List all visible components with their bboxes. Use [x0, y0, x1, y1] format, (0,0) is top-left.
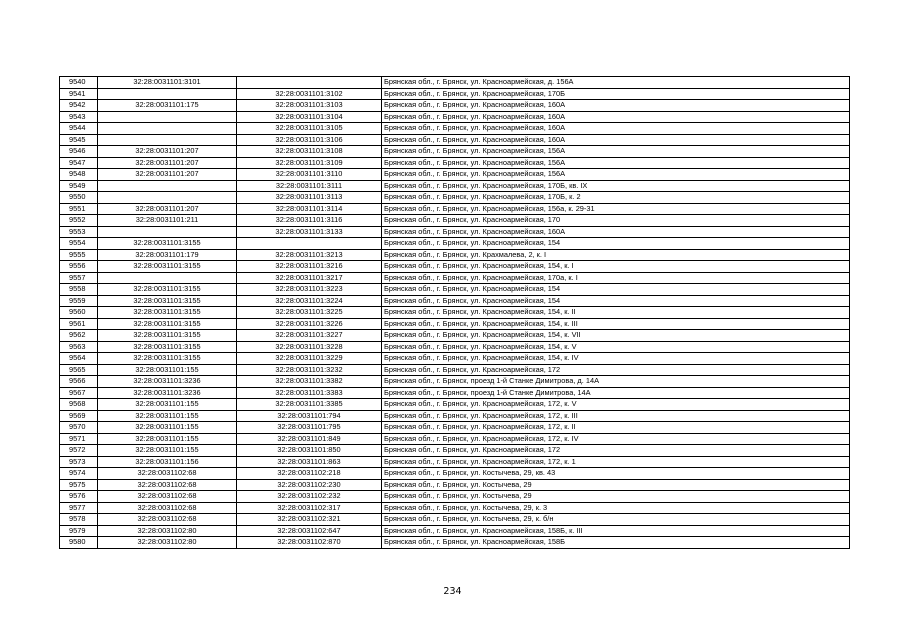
table-row — [60, 192, 850, 204]
parcel-number-cell: 32:28:0031101:207 — [98, 169, 237, 181]
address-cell: Брянская обл., г. Брянск, ул. Красноармейская, 160А — [382, 226, 850, 238]
row-number-cell: 9571 — [60, 433, 98, 445]
table-row — [60, 261, 850, 273]
address-cell: Брянская обл., г. Брянск, ул. Костычева, 29, к. 3 — [382, 502, 850, 514]
object-number-cell: 32:28:0031101:850 — [237, 445, 382, 457]
parcel-number-cell — [98, 88, 237, 100]
parcel-number-cell: 32:28:0031102:68 — [98, 468, 237, 480]
table-row — [60, 399, 850, 411]
table-row — [60, 307, 850, 319]
parcel-number-cell — [98, 226, 237, 238]
row-number-cell: 9580 — [60, 537, 98, 549]
row-number-cell: 9543 — [60, 111, 98, 123]
parcel-number-cell: 32:28:0031101:155 — [98, 433, 237, 445]
table-row — [60, 272, 850, 284]
address-cell: Брянская обл., г. Брянск, ул. Красноармейская, 170а, к. I — [382, 272, 850, 284]
address-cell: Брянская обл., г. Брянск, ул. Костычева, 29 — [382, 479, 850, 491]
table-row — [60, 77, 850, 89]
parcel-number-cell: 32:28:0031101:3155 — [98, 295, 237, 307]
row-number-cell: 9555 — [60, 249, 98, 261]
table-row — [60, 422, 850, 434]
parcel-number-cell: 32:28:0031101:155 — [98, 399, 237, 411]
address-cell: Брянская обл., г. Брянск, ул. Красноармейская, 160А — [382, 123, 850, 135]
object-number-cell: 32:28:0031101:3110 — [237, 169, 382, 181]
parcel-number-cell: 32:28:0031101:3155 — [98, 261, 237, 273]
table-row — [60, 284, 850, 296]
object-number-cell: 32:28:0031101:863 — [237, 456, 382, 468]
row-number-cell: 9568 — [60, 399, 98, 411]
row-number-cell: 9578 — [60, 514, 98, 526]
address-cell: Брянская обл., г. Брянск, ул. Красноармейская, 170Б — [382, 88, 850, 100]
address-cell: Брянская обл., г. Брянск, ул. Красноармейская, 160А — [382, 111, 850, 123]
row-number-cell: 9572 — [60, 445, 98, 457]
parcel-number-cell: 32:28:0031101:3155 — [98, 307, 237, 319]
object-number-cell: 32:28:0031102:230 — [237, 479, 382, 491]
row-number-cell: 9540 — [60, 77, 98, 89]
address-cell: Брянская обл., г. Брянск, ул. Костычева, 29 — [382, 491, 850, 503]
address-cell: Брянская обл., г. Брянск, ул. Крахмалева, 2, к. I — [382, 249, 850, 261]
table-row — [60, 215, 850, 227]
address-cell: Брянская обл., г. Брянск, ул. Красноармейская, 154, к. III — [382, 318, 850, 330]
object-number-cell: 32:28:0031101:3114 — [237, 203, 382, 215]
table-row — [60, 514, 850, 526]
row-number-cell: 9575 — [60, 479, 98, 491]
row-number-cell: 9574 — [60, 468, 98, 480]
parcel-number-cell: 32:28:0031102:80 — [98, 537, 237, 549]
address-cell: Брянская обл., г. Брянск, ул. Красноармейская, 154, к. V — [382, 341, 850, 353]
address-cell: Брянская обл., г. Брянск, ул. Красноармейская, 158Б, к. III — [382, 525, 850, 537]
table-row — [60, 456, 850, 468]
table-row — [60, 111, 850, 123]
object-number-cell: 32:28:0031102:232 — [237, 491, 382, 503]
address-cell: Брянская обл., г. Брянск, ул. Красноармейская, 156А — [382, 146, 850, 158]
parcel-number-cell: 32:28:0031101:211 — [98, 215, 237, 227]
parcel-number-cell: 32:28:0031101:3155 — [98, 318, 237, 330]
parcel-number-cell: 32:28:0031101:175 — [98, 100, 237, 112]
parcel-number-cell: 32:28:0031101:3101 — [98, 77, 237, 89]
table-row — [60, 157, 850, 169]
row-number-cell: 9545 — [60, 134, 98, 146]
address-cell: Брянская обл., г. Брянск, ул. Красноармейская, 170 — [382, 215, 850, 227]
table-row — [60, 318, 850, 330]
table-row — [60, 445, 850, 457]
address-cell: Брянская обл., г. Брянск, ул. Красноармейская, 172, к. 1 — [382, 456, 850, 468]
table-row — [60, 468, 850, 480]
parcel-number-cell: 32:28:0031102:68 — [98, 479, 237, 491]
object-number-cell: 32:28:0031102:321 — [237, 514, 382, 526]
address-cell: Брянская обл., г. Брянск, ул. Красноармейская, д. 156А — [382, 77, 850, 89]
object-number-cell: 32:28:0031101:3116 — [237, 215, 382, 227]
object-number-cell: 32:28:0031101:849 — [237, 433, 382, 445]
table-row — [60, 88, 850, 100]
object-number-cell: 32:28:0031101:3232 — [237, 364, 382, 376]
parcel-number-cell: 32:28:0031101:207 — [98, 203, 237, 215]
row-number-cell: 9546 — [60, 146, 98, 158]
row-number-cell: 9559 — [60, 295, 98, 307]
table-row — [60, 433, 850, 445]
parcel-number-cell: 32:28:0031102:80 — [98, 525, 237, 537]
parcel-number-cell: 32:28:0031101:156 — [98, 456, 237, 468]
row-number-cell: 9562 — [60, 330, 98, 342]
parcel-number-cell: 32:28:0031101:3236 — [98, 387, 237, 399]
address-cell: Брянская обл., г. Брянск, ул. Костычева, 29, к. б/н — [382, 514, 850, 526]
object-number-cell: 32:28:0031101:3229 — [237, 353, 382, 365]
parcel-number-cell: 32:28:0031102:68 — [98, 514, 237, 526]
parcel-number-cell: 32:28:0031101:3236 — [98, 376, 237, 388]
object-number-cell: 32:28:0031101:3108 — [237, 146, 382, 158]
object-number-cell: 32:28:0031101:3223 — [237, 284, 382, 296]
address-cell: Брянская обл., г. Брянск, ул. Красноармейская, 172, к. IV — [382, 433, 850, 445]
table-row — [60, 100, 850, 112]
row-number-cell: 9547 — [60, 157, 98, 169]
parcel-number-cell: 32:28:0031101:3155 — [98, 238, 237, 250]
address-cell: Брянская обл., г. Брянск, проезд 1-й Станке Димитрова, 14А — [382, 387, 850, 399]
parcel-number-cell — [98, 123, 237, 135]
address-cell: Брянская обл., г. Брянск, ул. Красноармейская, 156А — [382, 157, 850, 169]
address-cell: Брянская обл., г. Брянск, ул. Красноармейская, 154, к. VII — [382, 330, 850, 342]
object-number-cell: 32:28:0031102:317 — [237, 502, 382, 514]
row-number-cell: 9549 — [60, 180, 98, 192]
address-cell: Брянская обл., г. Брянск, ул. Красноармейская, 154, к. II — [382, 307, 850, 319]
address-cell: Брянская обл., г. Брянск, ул. Красноармейская, 154 — [382, 284, 850, 296]
row-number-cell: 9552 — [60, 215, 98, 227]
parcel-number-cell: 32:28:0031101:3155 — [98, 284, 237, 296]
row-number-cell: 9569 — [60, 410, 98, 422]
object-number-cell: 32:28:0031101:3227 — [237, 330, 382, 342]
row-number-cell: 9564 — [60, 353, 98, 365]
row-number-cell: 9554 — [60, 238, 98, 250]
table-row — [60, 376, 850, 388]
table-row — [60, 341, 850, 353]
object-number-cell: 32:28:0031101:3225 — [237, 307, 382, 319]
address-cell: Брянская обл., г. Брянск, ул. Красноармейская, 172, к. III — [382, 410, 850, 422]
object-number-cell: 32:28:0031101:3217 — [237, 272, 382, 284]
object-number-cell: 32:28:0031101:3224 — [237, 295, 382, 307]
table-row — [60, 537, 850, 549]
address-cell: Брянская обл., г. Брянск, ул. Красноармейская, 160А — [382, 100, 850, 112]
row-number-cell: 9573 — [60, 456, 98, 468]
parcel-number-cell: 32:28:0031102:68 — [98, 502, 237, 514]
row-number-cell: 9560 — [60, 307, 98, 319]
parcel-number-cell: 32:28:0031101:3155 — [98, 330, 237, 342]
object-number-cell: 32:28:0031101:3383 — [237, 387, 382, 399]
object-number-cell: 32:28:0031101:3226 — [237, 318, 382, 330]
table-row — [60, 169, 850, 181]
table-body — [60, 77, 850, 549]
row-number-cell: 9550 — [60, 192, 98, 204]
table-row — [60, 134, 850, 146]
row-number-cell: 9548 — [60, 169, 98, 181]
address-cell: Брянская обл., г. Брянск, ул. Красноармейская, 154, к. I — [382, 261, 850, 273]
object-number-cell: 32:28:0031101:3104 — [237, 111, 382, 123]
parcel-number-cell: 32:28:0031101:155 — [98, 422, 237, 434]
cadastral-table — [59, 76, 850, 549]
object-number-cell: 32:28:0031102:870 — [237, 537, 382, 549]
parcel-number-cell — [98, 134, 237, 146]
parcel-number-cell: 32:28:0031101:3155 — [98, 353, 237, 365]
object-number-cell: 32:28:0031101:3228 — [237, 341, 382, 353]
table-row — [60, 249, 850, 261]
address-cell: Брянская обл., г. Брянск, ул. Красноармейская, 154 — [382, 238, 850, 250]
table-row — [60, 353, 850, 365]
row-number-cell: 9577 — [60, 502, 98, 514]
address-cell: Брянская обл., г. Брянск, проезд 1-й Станке Димитрова, д. 14А — [382, 376, 850, 388]
address-cell: Брянская обл., г. Брянск, ул. Красноармейская, 172 — [382, 364, 850, 376]
object-number-cell: 32:28:0031101:3105 — [237, 123, 382, 135]
object-number-cell: 32:28:0031101:3385 — [237, 399, 382, 411]
object-number-cell — [237, 77, 382, 89]
parcel-number-cell: 32:28:0031101:207 — [98, 146, 237, 158]
address-cell: Брянская обл., г. Брянск, ул. Красноармейская, 154, к. IV — [382, 353, 850, 365]
address-cell: Брянская обл., г. Брянск, ул. Красноармейская, 158Б — [382, 537, 850, 549]
row-number-cell: 9570 — [60, 422, 98, 434]
object-number-cell: 32:28:0031101:3106 — [237, 134, 382, 146]
object-number-cell: 32:28:0031101:3102 — [237, 88, 382, 100]
parcel-number-cell — [98, 192, 237, 204]
table-row — [60, 387, 850, 399]
object-number-cell: 32:28:0031101:3103 — [237, 100, 382, 112]
parcel-number-cell — [98, 111, 237, 123]
row-number-cell: 9579 — [60, 525, 98, 537]
parcel-number-cell: 32:28:0031102:68 — [98, 491, 237, 503]
table-row — [60, 502, 850, 514]
row-number-cell: 9567 — [60, 387, 98, 399]
address-cell: Брянская обл., г. Брянск, ул. Красноармейская, 154 — [382, 295, 850, 307]
object-number-cell: 32:28:0031101:3111 — [237, 180, 382, 192]
object-number-cell: 32:28:0031101:795 — [237, 422, 382, 434]
table-row — [60, 226, 850, 238]
object-number-cell: 32:28:0031101:3109 — [237, 157, 382, 169]
parcel-number-cell: 32:28:0031101:207 — [98, 157, 237, 169]
page-number: 234 — [443, 586, 462, 597]
object-number-cell: 32:28:0031102:647 — [237, 525, 382, 537]
row-number-cell: 9553 — [60, 226, 98, 238]
address-cell: Брянская обл., г. Брянск, ул. Костычева, 29, кв. 43 — [382, 468, 850, 480]
address-cell: Брянская обл., г. Брянск, ул. Красноармейская, 172, к. II — [382, 422, 850, 434]
address-cell: Брянская обл., г. Брянск, ул. Красноармейская, 156а, к. 29-31 — [382, 203, 850, 215]
parcel-number-cell: 32:28:0031101:179 — [98, 249, 237, 261]
object-number-cell — [237, 238, 382, 250]
parcel-number-cell: 32:28:0031101:3155 — [98, 341, 237, 353]
parcel-number-cell — [98, 180, 237, 192]
row-number-cell: 9542 — [60, 100, 98, 112]
parcel-number-cell: 32:28:0031101:155 — [98, 364, 237, 376]
object-number-cell: 32:28:0031101:3113 — [237, 192, 382, 204]
table-row — [60, 123, 850, 135]
row-number-cell: 9557 — [60, 272, 98, 284]
table-row — [60, 238, 850, 250]
table-row — [60, 295, 850, 307]
object-number-cell: 32:28:0031101:3213 — [237, 249, 382, 261]
table-row — [60, 525, 850, 537]
object-number-cell: 32:28:0031101:3133 — [237, 226, 382, 238]
object-number-cell: 32:28:0031102:218 — [237, 468, 382, 480]
address-cell: Брянская обл., г. Брянск, ул. Красноармейская, 172 — [382, 445, 850, 457]
row-number-cell: 9558 — [60, 284, 98, 296]
row-number-cell: 9561 — [60, 318, 98, 330]
table-row — [60, 479, 850, 491]
row-number-cell: 9544 — [60, 123, 98, 135]
object-number-cell: 32:28:0031101:3216 — [237, 261, 382, 273]
object-number-cell: 32:28:0031101:3382 — [237, 376, 382, 388]
table-row — [60, 180, 850, 192]
address-cell: Брянская обл., г. Брянск, ул. Красноармейская, 160А — [382, 134, 850, 146]
row-number-cell: 9563 — [60, 341, 98, 353]
parcel-number-cell: 32:28:0031101:155 — [98, 445, 237, 457]
object-number-cell: 32:28:0031101:794 — [237, 410, 382, 422]
table-row — [60, 146, 850, 158]
table-row — [60, 330, 850, 342]
address-cell: Брянская обл., г. Брянск, ул. Красноармейская, 170Б, кв. IX — [382, 180, 850, 192]
row-number-cell: 9556 — [60, 261, 98, 273]
address-cell: Брянская обл., г. Брянск, ул. Красноармейская, 156А — [382, 169, 850, 181]
address-cell: Брянская обл., г. Брянск, ул. Красноармейская, 170Б, к. 2 — [382, 192, 850, 204]
row-number-cell: 9576 — [60, 491, 98, 503]
row-number-cell: 9565 — [60, 364, 98, 376]
table-row — [60, 491, 850, 503]
table-row — [60, 410, 850, 422]
address-cell: Брянская обл., г. Брянск, ул. Красноармейская, 172, к. V — [382, 399, 850, 411]
row-number-cell: 9551 — [60, 203, 98, 215]
parcel-number-cell — [98, 272, 237, 284]
table-row — [60, 203, 850, 215]
parcel-number-cell: 32:28:0031101:155 — [98, 410, 237, 422]
row-number-cell: 9541 — [60, 88, 98, 100]
table-row — [60, 364, 850, 376]
row-number-cell: 9566 — [60, 376, 98, 388]
